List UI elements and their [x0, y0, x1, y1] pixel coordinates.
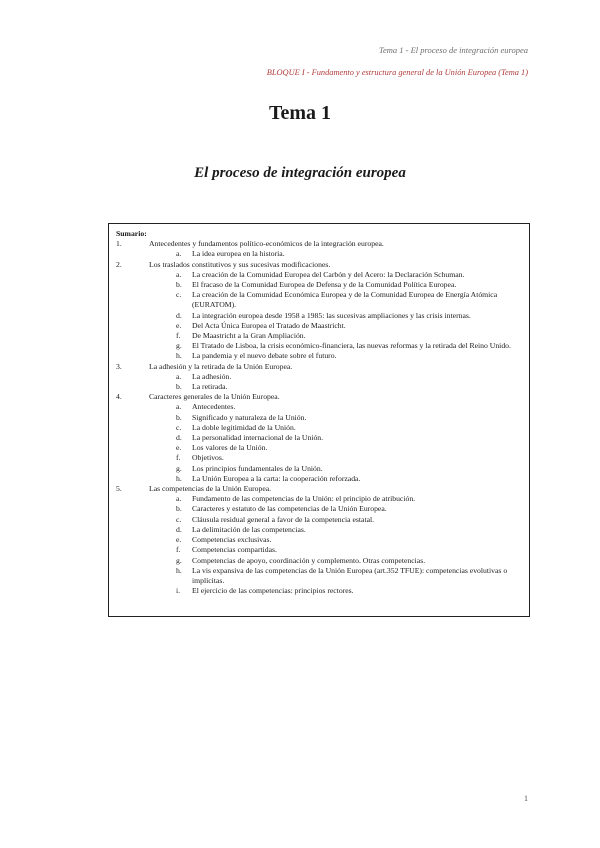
subitem-text: La integración europea desde 1958 a 1985: las sucesivas ampliaciones y las crisis internas. [192, 310, 471, 320]
summary-subitem [116, 382, 521, 392]
subitem-text: Significado y naturaleza de la Unión. [192, 412, 307, 422]
subitem-text: Antecedentes. [192, 402, 236, 412]
subitem-letter: b. [176, 280, 182, 290]
subitem-letter: a. [176, 269, 182, 279]
subitem-text: La doble legitimidad de la Unión. [192, 422, 296, 432]
summary-heading: Sumario: [116, 229, 147, 238]
section-title: Las competencias de la Unión Europea. [149, 484, 272, 494]
subitem-text: El Tratado de Lisboa, la crisis económico-financiera, las nuevas reformas y la retirada del Reino Unido. [192, 341, 511, 351]
section-title: Caracteres generales de la Unión Europea. [149, 392, 280, 402]
subitem-text: Los principios fundamentales de la Unión. [192, 463, 323, 473]
subitem-letter: d. [176, 524, 182, 534]
subitem-letter: h. [176, 565, 182, 575]
summary-subitem [116, 290, 521, 310]
subitem-text: Competencias compartidas. [192, 545, 277, 555]
summary-subitem [116, 525, 521, 535]
subitem-text: El fracaso de la Comunidad Europea de Defensa y de la Comunidad Política Europea. [192, 280, 457, 290]
subitem-text: Competencias exclusivas. [192, 535, 272, 545]
summary-list [116, 239, 521, 596]
subitem-text: El ejercicio de las competencias: principios rectores. [192, 586, 354, 596]
subitem-letter: e. [176, 443, 182, 453]
summary-subitem [116, 504, 521, 514]
subitem-letter: h. [176, 473, 182, 483]
subitem-text: Los valores de la Unión. [192, 443, 268, 453]
subitem-letter: g. [176, 463, 182, 473]
subitem-text: La idea europea en la historia. [192, 249, 285, 259]
summary-section [116, 239, 521, 249]
summary-subitem [116, 270, 521, 280]
subitem-text: Cláusula residual general a favor de la competencia estatal. [192, 514, 375, 524]
summary-subitem [116, 402, 521, 412]
subitem-letter: c. [176, 290, 182, 300]
bloque-header: BLOQUE I - Fundamento y estructura general de la Unión Europea (Tema 1) [266, 68, 528, 77]
subitem-text: Competencias de apoyo, coordinación y complemento. Otras competencias. [192, 555, 426, 565]
page-number: 1 [524, 794, 528, 803]
subitem-letter: d. [176, 433, 182, 443]
subitem-letter: a. [176, 494, 182, 504]
subitem-letter: f. [176, 545, 181, 555]
summary-subitem [116, 443, 521, 453]
summary-subitem [116, 556, 521, 566]
summary-subitem [116, 372, 521, 382]
summary-subitem [116, 341, 521, 351]
summary-subitem [116, 545, 521, 555]
section-number: 3. [116, 361, 122, 371]
subitem-text: De Maastricht a la Gran Ampliación. [192, 331, 306, 341]
subitem-text: Fundamento de las competencias de la Unión: el principio de atribución. [192, 494, 416, 504]
subitem-letter: f. [176, 453, 181, 463]
subitem-letter: a. [176, 249, 182, 259]
subitem-letter: c. [176, 514, 182, 524]
summary-subitem [116, 331, 521, 341]
subitem-text: Del Acta Única Europea el Tratado de Maastricht. [192, 320, 346, 330]
running-header: Tema 1 - El proceso de integración europea [379, 45, 528, 55]
section-title: Antecedentes y fundamentos político-económicos de la integración europea. [149, 239, 384, 249]
subitem-letter: d. [176, 310, 182, 320]
summary-box [108, 223, 530, 617]
subitem-text: Objetivos. [192, 453, 224, 463]
summary-subitem [116, 586, 521, 596]
section-number: 5. [116, 484, 122, 494]
subitem-letter: i. [176, 586, 181, 596]
subitem-letter: g. [176, 555, 182, 565]
subitem-text: La pandemia y el nuevo debate sobre el futuro. [192, 351, 337, 361]
summary-subitem [116, 423, 521, 433]
summary-subitem [116, 474, 521, 484]
summary-section [116, 260, 521, 270]
summary-subitem [116, 433, 521, 443]
subitem-letter: h. [176, 351, 182, 361]
page-subtitle: El proceso de integración europea [194, 165, 406, 181]
summary-subitem [116, 494, 521, 504]
section-title: Los traslados constitutivos y sus sucesivas modificaciones. [149, 259, 331, 269]
subitem-letter: e. [176, 535, 182, 545]
summary-subitem [116, 453, 521, 463]
subitem-letter: f. [176, 331, 181, 341]
summary-section [116, 392, 521, 402]
summary-section [116, 484, 521, 494]
page-title: Tema 1 [268, 102, 332, 124]
summary-subitem [116, 566, 521, 586]
summary-subitem [116, 515, 521, 525]
subitem-letter: a. [176, 371, 182, 381]
subitem-text: La creación de la Comunidad Económica Europea y de la Comunidad Europea de Energía Atómica (EURATOM). [192, 290, 498, 310]
subitem-letter: c. [176, 422, 182, 432]
summary-subitem [116, 413, 521, 423]
summary-subitem [116, 464, 521, 474]
section-number: 1. [116, 239, 122, 249]
subitem-text: La adhesión. [192, 371, 232, 381]
subitem-letter: g. [176, 341, 182, 351]
subitem-letter: a. [176, 402, 182, 412]
section-number: 4. [116, 392, 122, 402]
subitem-text: Caracteres y estatuto de las competencias de la Unión Europea. [192, 504, 387, 514]
subitem-letter: b. [176, 382, 182, 392]
subitem-letter: b. [176, 412, 182, 422]
summary-subitem [116, 535, 521, 545]
summary-subitem [116, 321, 521, 331]
section-title: La adhesión y la retirada de la Unión Europea. [149, 361, 293, 371]
subitem-text: La delimitación de las competencias. [192, 524, 306, 534]
summary-section [116, 362, 521, 372]
subitem-letter: b. [176, 504, 182, 514]
summary-subitem [116, 351, 521, 361]
summary-subitem [116, 311, 521, 321]
subitem-letter: e. [176, 320, 182, 330]
subitem-text: La retirada. [192, 382, 228, 392]
section-number: 2. [116, 259, 122, 269]
summary-subitem [116, 249, 521, 259]
subitem-text: La vis expansiva de las competencias de la Unión Europea (art.352 TFUE): competencias evolutivas o implícitas. [192, 565, 508, 585]
subitem-text: La personalidad internacional de la Unión. [192, 433, 324, 443]
summary-subitem [116, 280, 521, 290]
subitem-text: La creación de la Comunidad Europea del Carbón y del Acero: la Declaración Schuman. [192, 269, 465, 279]
subitem-text: La Unión Europea a la carta: la cooperación reforzada. [192, 473, 361, 483]
